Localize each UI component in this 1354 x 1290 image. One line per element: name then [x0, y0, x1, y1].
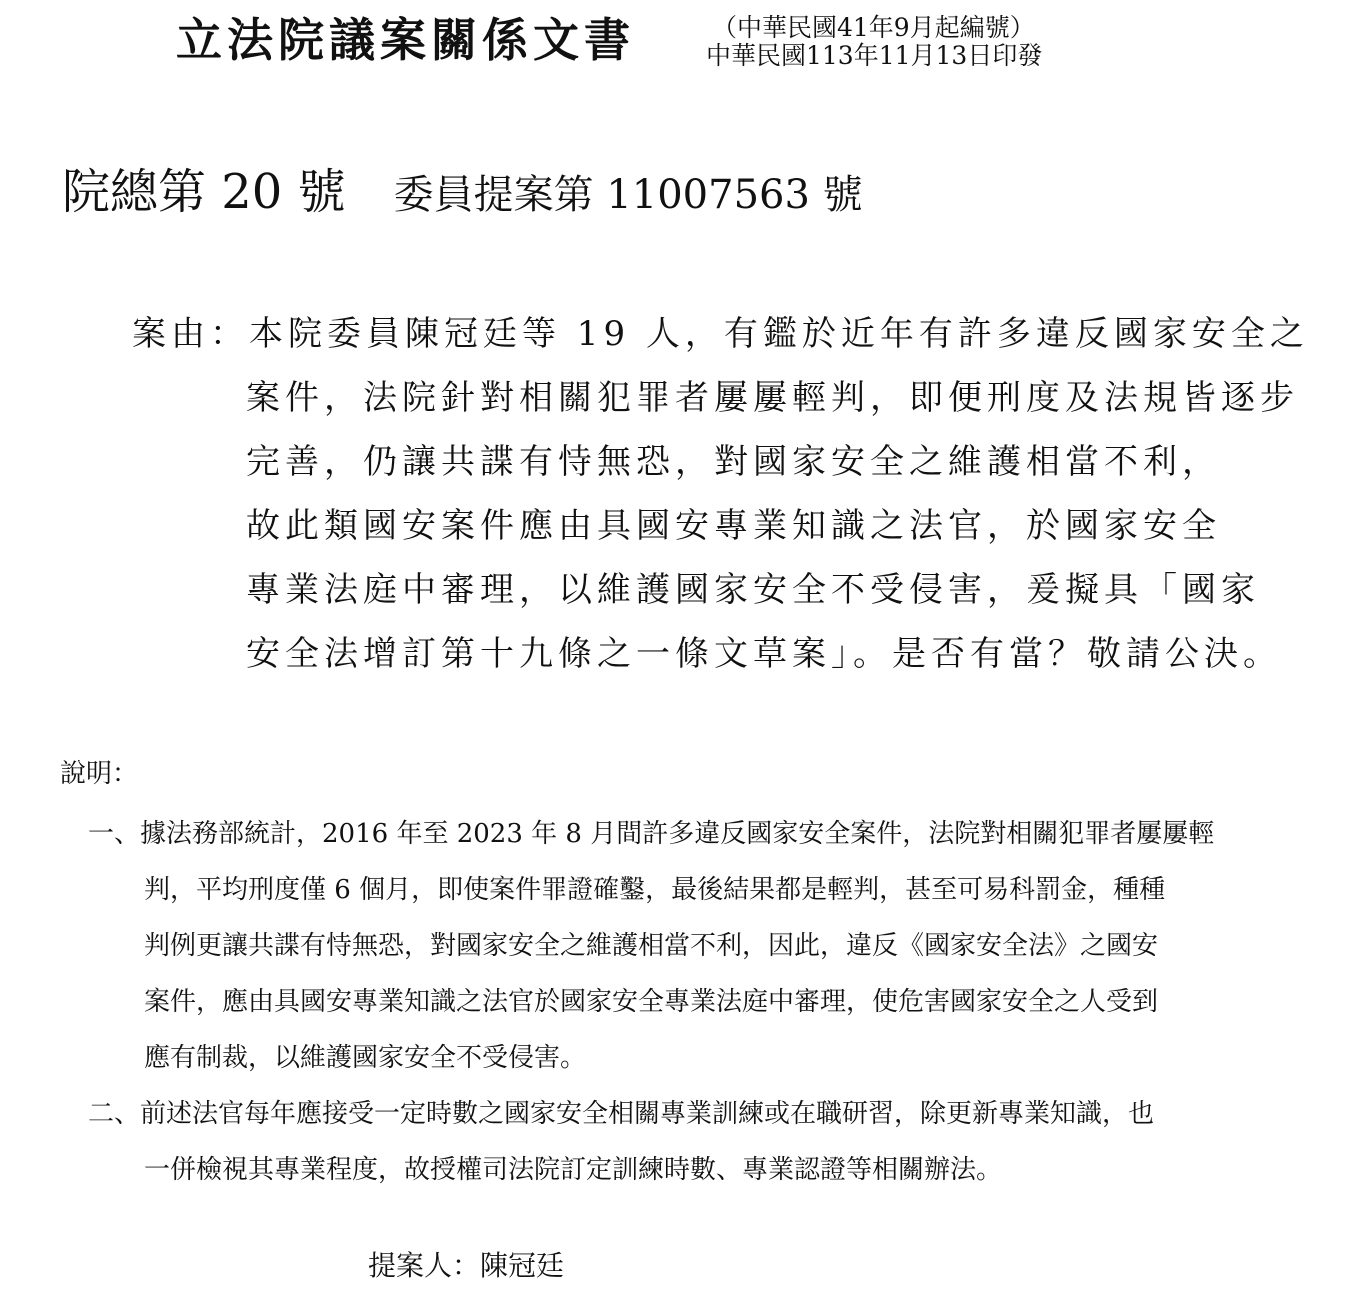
proposal-number: 委員提案第 11007563 號: [393, 172, 863, 218]
case-line: 案件，法院針對相關犯罪者屢屢輕判，即便刑度及法規皆逐步: [246, 378, 1299, 418]
item-line: 據法務部統計，2016 年至 2023 年 8 月間許多違反國家安全案件，法院對相關犯罪者屢屢輕: [140, 819, 1215, 849]
general-number: 院總第 20 號: [62, 164, 346, 220]
explanation-item: [88, 806, 1274, 1086]
item-line: 應有制裁，以維護國家安全不受侵害。: [144, 1043, 587, 1073]
item-line: 前述法官每年應接受一定時數之國家安全相關專業訓練或在職研習，除更新專業知識，也: [140, 1099, 1155, 1129]
item-line: 判例更讓共諜有恃無恐，對國家安全之維護相當不利，因此，違反《國家安全法》之國安: [144, 931, 1159, 961]
numbering-note: （中華民國41年9月起編號）: [712, 13, 1035, 42]
document-title: 立法院議案關係文書: [176, 13, 635, 67]
case-line: 故此類國安案件應由具國安專業知識之法官，於國家安全: [246, 506, 1221, 546]
case-line: 安全法增訂第十九條之一條文草案」。是否有當？敬請公決。: [246, 634, 1282, 674]
case-line: 完善，仍讓共諜有恃無恐，對國家安全之維護相當不利，: [246, 442, 1221, 482]
item-line: 案件，應由具國安專業知識之法官於國家安全專業法庭中審理，使危害國家安全之人受到: [144, 987, 1159, 1017]
item-line: 判，平均刑度僅 6 個月，即使案件罪證確鑿，最後結果都是輕判，甚至可易科罰金，種種: [144, 875, 1166, 905]
item-number: 一、: [88, 819, 141, 849]
case-line: 專業法庭中審理，以維護國家安全不受侵害，爰擬具「國家: [246, 570, 1260, 610]
proposer: 提案人：陳冠廷: [368, 1249, 565, 1282]
case-label: 案由：: [132, 314, 249, 354]
document-number: [62, 160, 863, 227]
print-date: 中華民國113年11月13日印發: [706, 41, 1043, 70]
case-line: 本院委員陳冠廷等 19 人，有鑑於近年有許多違反國家安全之: [249, 314, 1309, 354]
explanation-item: [88, 1086, 1274, 1198]
item-line: 一併檢視其專業程度，故授權司法院訂定訓練時數、專業認證等相關辦法。: [144, 1155, 1003, 1185]
explanation-section: [88, 806, 1274, 1198]
explanation-label: 說明：: [60, 759, 139, 789]
item-number: 二、: [88, 1099, 141, 1129]
document-meta: [706, 14, 1042, 70]
case-section: [132, 302, 1309, 686]
